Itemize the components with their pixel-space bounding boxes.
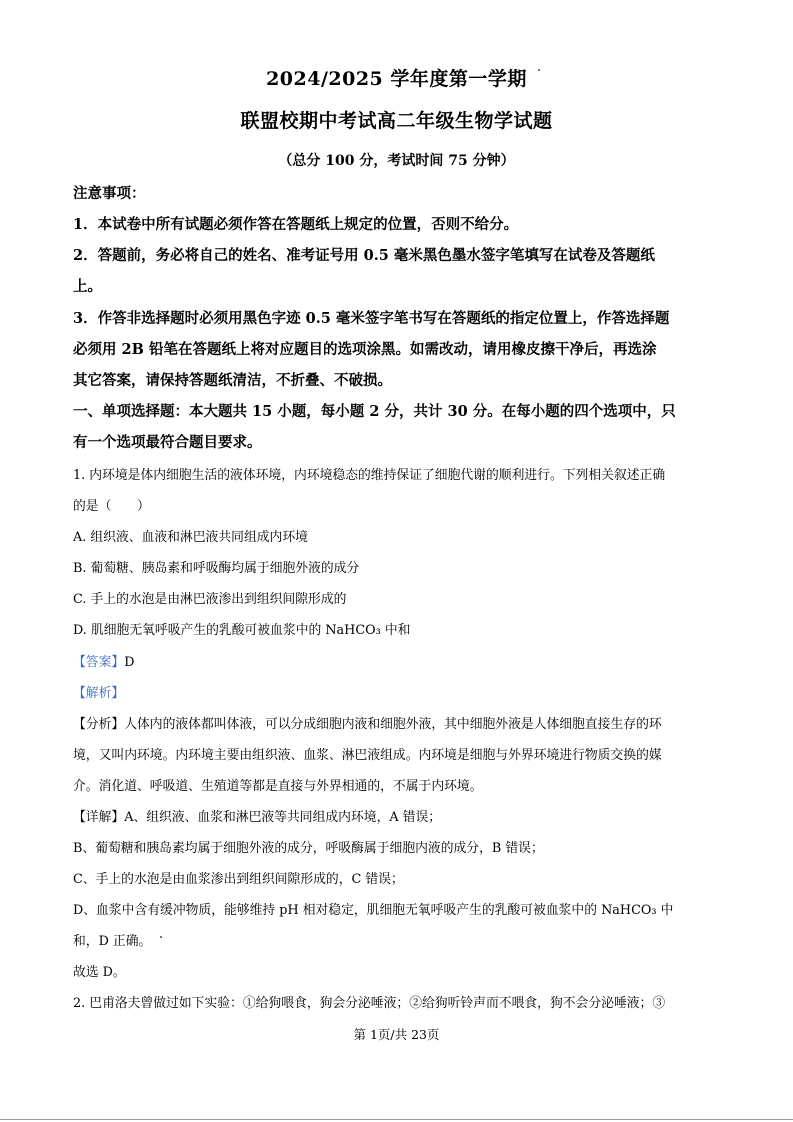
fenxi-line-3: 介。消化道、呼吸道、生殖道等都是直接与外界相通的，不属于内环境。 (73, 779, 483, 794)
exam-subtitle: （总分 100 分，考试时间 75 分钟） (278, 153, 515, 169)
speck-mark (160, 936, 162, 938)
notes-item-1: 1．本试卷中所有试题必须作答在答题纸上规定的位置，否则不给分。 (73, 216, 519, 233)
section-heading-line-1: 一、单项选择题：本大题共 15 小题，每小题 2 分，共计 30 分。在每小题的四个选项中，只 (73, 403, 676, 420)
page-number: 第 1页/共 23页 (353, 1027, 440, 1042)
notes-item-2-line-2: 上。 (73, 278, 102, 295)
answer-value: D (124, 655, 135, 670)
fenxi-text-1: 人体内的液体都叫体液，可以分成细胞内液和细胞外液，其中细胞外液是人体细胞直接生存的环 (124, 717, 662, 732)
question-1-stem-line-1: 1. 内环境是体内细胞生活的液体环境，内环境稳态的维持保证了细胞代谢的顺利进行。下列相关叙述正确 (73, 468, 666, 483)
analysis-tag: 【解析】 (73, 686, 125, 701)
question-1-option-a: A. 组织液、血液和淋巴液共同组成内环境 (73, 530, 308, 545)
detail-line-a (73, 806, 723, 825)
conclusion: 故选 D。 (73, 965, 126, 980)
title-year: 2024/2025 学年度第一学期 (266, 68, 527, 90)
fenxi-line-2: 境，又叫内环境。内环境主要由组织液、血浆、淋巴液组成。内环境是细胞与外界环境进行物质交换的媒 (73, 748, 662, 763)
fenxi-tag: 【分析】 (73, 717, 125, 732)
question-1-option-c: C. 手上的水泡是由淋巴液渗出到组织间隙形成的 (73, 592, 347, 607)
notes-heading: 注意事项： (73, 185, 146, 202)
fenxi-line-1 (73, 713, 723, 732)
question-1-option-b: B. 葡萄糖、胰岛素和呼吸酶均属于细胞外液的成分 (73, 561, 360, 576)
question-2-stem-line-1: 2. 巴甫洛夫曾做过如下实验：①给狗喂食，狗会分泌唾液；②给狗听铃声而不喂食，狗不会分泌唾液；③ (73, 996, 666, 1011)
question-1-stem-line-2: 的是（ ） (73, 499, 150, 514)
title-exam: 联盟校期中考试高二年级生物学试题 (240, 110, 553, 132)
detail-line-c: C、手上的水泡是由血浆渗出到组织间隙形成的，C 错误； (73, 872, 404, 887)
notes-item-3-line-1: 3．作答非选择题时必须用黑色字迹 0.5 毫米签字笔书写在答题纸的指定位置上，作答选择题 (73, 310, 670, 327)
page-bottom-edge (0, 1119, 793, 1120)
question-1-option-d: D. 肌细胞无氧呼吸产生的乳酸可被血浆中的 NaHCO₃ 中和 (73, 623, 411, 638)
notes-item-2-line-1: 2．答题前，务必将自己的姓名、准考证号用 0.5 毫米黑色墨水签字笔填写在试卷及答题纸 (73, 247, 655, 264)
detail-tag: 【详解】 (73, 810, 125, 825)
analysis-line (73, 682, 723, 701)
detail-line-d-1: D、血浆中含有缓冲物质，能够维持 pH 相对稳定，肌细胞无氧呼吸产生的乳酸可被血浆中的 NaHCO₃ 中 (73, 903, 674, 918)
detail-line-d-2: 和，D 正确。 (73, 934, 152, 949)
section-heading-line-2: 有一个选项最符合题目要求。 (73, 434, 262, 451)
detail-line-b: B、葡萄糖和胰岛素均属于细胞外液的成分，呼吸酶属于细胞内液的成分，B 错误； (73, 841, 544, 856)
speck-mark (538, 69, 540, 71)
answer-line (73, 651, 723, 670)
notes-item-3-line-3: 其它答案，请保持答题纸清洁，不折叠、不破损。 (73, 372, 392, 389)
answer-tag: 【答案】 (73, 655, 125, 670)
detail-a-text: A、组织液、血浆和淋巴液等共同组成内环境，A 错误； (124, 810, 442, 825)
notes-item-3-line-2: 必须用 2B 铅笔在答题纸上将对应题目的选项涂黑。如需改动，请用橡皮擦干净后，再选涂 (73, 341, 657, 358)
